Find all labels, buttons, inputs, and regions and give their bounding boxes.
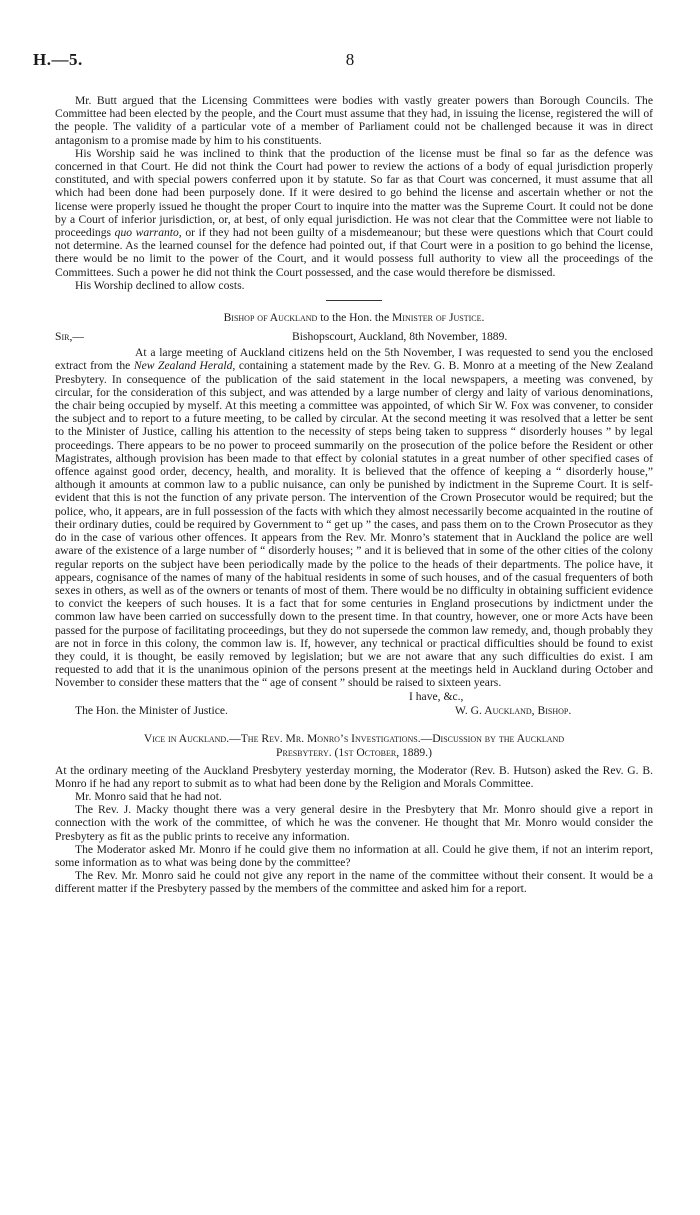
letter-title <box>55 311 653 324</box>
letter <box>55 311 653 717</box>
paragraph: The Rev. Mr. Monro said he could not give any report in the name of the committee without their consent. It would be a different matter if the Presbytery passed by the members of the committee and asked him for a report. <box>55 869 653 896</box>
salutation: Sir,— <box>55 330 84 344</box>
letter-signature: W. G. Auckland, Bishop. <box>455 703 572 717</box>
letter-closing: I have, &c., <box>409 689 464 703</box>
paragraph <box>55 147 653 279</box>
article-title-line: Presbytery. (1st October, 1889.) <box>276 745 432 759</box>
page-header <box>33 50 667 72</box>
article-title <box>55 732 653 760</box>
document-reference: H.—5. <box>33 50 83 69</box>
page-number: 8 <box>345 50 355 69</box>
section-divider <box>326 300 382 301</box>
letter-body <box>55 346 653 689</box>
paragraph: At the ordinary meeting of the Auckland Presbytery yesterday morning, the Moderator (Rev. B. Hutson) asked the Rev. G. B. Monro if he had any report to submit as to what had been done by the Religion and Morals Committee. <box>55 763 653 790</box>
letter-from: Bishop of Auckland <box>223 311 318 325</box>
letter-address: Bishopscourt, Auckland, 8th November, 1889. <box>292 330 508 344</box>
newspaper-article <box>55 732 653 896</box>
article-title-line: Vice in Auckland.—The Rev. Mr. Monro’s Investigations.—Discussion by the Auckland <box>143 731 565 745</box>
page-body <box>55 94 653 896</box>
paragraph-text: At a large meeting of Auckland citizens held on the 5th November, I was requested to send you the enclosed extract from the <box>55 346 653 373</box>
paragraph: Mr. Monro said that he had not. <box>75 789 222 803</box>
letter-signature-row <box>55 704 653 718</box>
paragraph: His Worship declined to allow costs. <box>75 278 245 292</box>
letter-to: Minister of Justice. <box>392 311 485 325</box>
newspaper-title: New Zealand Herald, <box>133 359 236 373</box>
letter-closing-row <box>55 690 653 704</box>
paragraph-text: containing a statement made by the Rev. G. B. Monro at a meeting of the New Zealand Presbytery. In consequence of the publication of the said statement in the local newspapers, a meeting was convened, by circular, for the consideration of this subject, and was attended by a large number of clergy and laity of various denominations, the chair being occupied by myself. At this meeting a committee was appointed, of which Sir W. Fox was convener, to consider the subject and to report to a future meeting, to be called by circular. At the second meeting it was resolved that a letter be sent to the Minister of Justice, calling his attention to the necessity of steps being taken to suppress “ disorderly houses ” by legal proceedings. There appears to be no power to proceed summarily on the prosecution of the police before the Resident or other Magistrates, although provision has been made to that effect by colonial statutes in a great number of other specified cases of offence against good order, decency, health, and morality. It is believed that the offence of keeping a “ disorderly house,” although it amounts at common law to a public nuisance, can only be punished by indictment in the Supreme Court. It is self-evident that this is not the function of any private person. The intervention of the Crown Prosecutor would be required; but the police, who, it appears, are in full possession of the facts with which they almost necessarily become acquainted in the routine of their ordinary duties, could be required by Government to “ get up ” the cases, and pass them on to the Crown Prosecutor as they do in the case of various other offences. It appears from the Rev. Mr. Monro’s statement that in Auckland the police are well aware of the existence of a large number of “ disorderly houses; ” and it is believed that in some of the other cities of the colony regular reports on the subject have been periodically made by the police to the heads of their departments. The police have, it appears, cognisance of the names of many of the habitual residents in some of such houses, and of the casual frequenters of both sexes in others, as well as of the owners or tenants of most of them. There would be no difficulty in obtaining sufficient evidence to convict the keepers of such houses. It is a fact that for some centuries in England prosecutions by indictment under the common law have been carried on successfully down to the present time. In that country, however, one or more Acts have been passed for the purpose of facilitating proceedings, but they do not supersede the common law remedy, and, though probably they are not in force in this colony, the common law is. If, however, any technical or practical difficulties should be found to exist they could, it is thought, be easily removed by legislation; but we are not aware that any such difficulties do exist. I am requested to add that it is the unanimous opinion of the persons present at the meetings held in Auckland during October and November to consider these matters that the “ age of consent ” should be raised to sixteen years. <box>55 359 653 690</box>
paragraph-text: or if they had not been guilty of a misdemeanour; but these were questions which that Court could not determine. As the learned counsel for the defence had pointed out, if that Court were in a position to go behind the license, there would be no limit to the power of the Court, and it would possess full authority to view all the proceedings of the Committees. Such a power he did not think the Court possessed, and the case would therefore be dismissed. <box>55 226 653 279</box>
paragraph: The Rev. J. Macky thought there was a very general desire in the Presbytery that Mr. Monro should give a report in connection with the work of the committee, of which he was the convener. He thought that Mr. Monro would consider the Presbytery as fit as the public prints to receive any information. <box>55 803 653 843</box>
court-proceedings <box>55 94 653 292</box>
paragraph: Mr. Butt argued that the Licensing Committees were bodies with vastly greater powers than Borough Councils. The Committee had been elected by the people, and the Court must assume that they had, in issuing the license, registered the will of the people. The validity of a particular vote of a member of Parliament could not be challenged because it was in direct antagonism to a promise made by him to his constituents. <box>55 94 653 147</box>
paragraph: The Moderator asked Mr. Monro if he could give them no information at all. Could he give them, if not an interim report, some information as to what was being done by the committee? <box>55 842 653 869</box>
paragraph <box>55 346 653 689</box>
latin-phrase: quo warranto, <box>114 226 182 240</box>
letter-head <box>55 330 653 344</box>
paragraph-text: His Worship said he was inclined to think that the production of the license must be final so far as the defence was concerned in that Court. He did not think the Court had power to review the actions of a body of equal jurisdiction properly constituted, and with special powers conferred upon it by statute. So far as that Court was concerned, it must assume that all which had been done had been purposely done. If it were desired to go behind the license and ascertain whether or not the license were properly issued he thought the proper Court to inquire into the matter was the Supreme Court. It could not be done by a Court of inferior jurisdiction, or, at best, of only equal jurisdiction. He was not clear that the Committee were not liable to proceedings <box>55 146 653 240</box>
letter-title-connector: to the Hon. the <box>320 311 390 325</box>
letter-addressee: The Hon. the Minister of Justice. <box>75 703 228 717</box>
